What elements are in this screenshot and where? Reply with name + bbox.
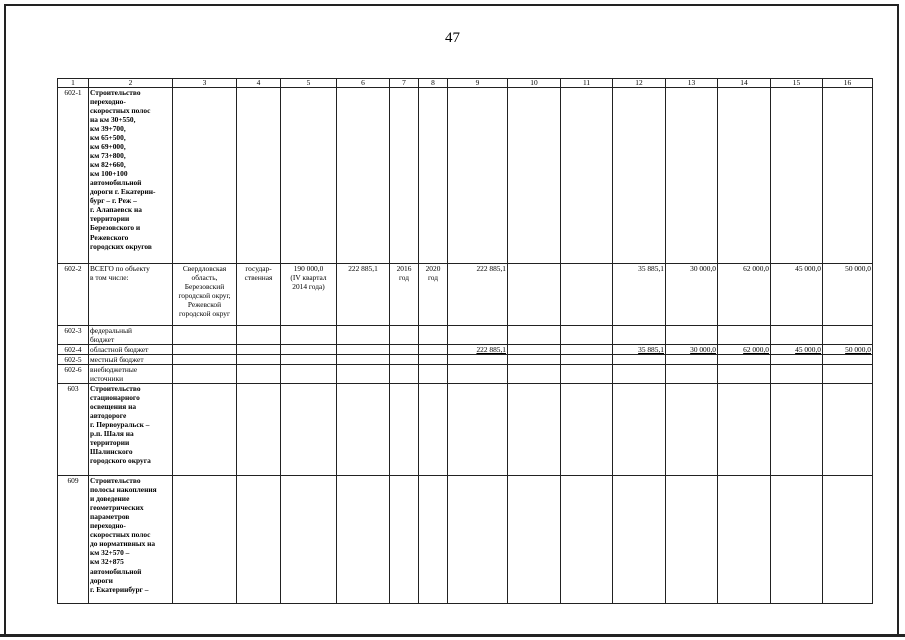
column-header-9: 9	[448, 79, 508, 88]
table-cell	[337, 88, 390, 264]
table-cell	[337, 365, 390, 384]
table-cell	[823, 384, 873, 476]
table-cell	[771, 384, 823, 476]
row-number-cell	[58, 476, 89, 604]
table-cell	[561, 355, 613, 365]
table-cell	[666, 88, 718, 264]
table-cell	[390, 88, 419, 264]
table-cell	[508, 365, 561, 384]
cell-value: местный бюджет	[90, 355, 144, 365]
item-name-cell	[89, 476, 173, 604]
table-cell	[666, 384, 718, 476]
column-header-6: 6	[337, 79, 390, 88]
item-name-cell	[89, 88, 173, 264]
cell-value: 35 885,1	[638, 345, 664, 355]
table-cell	[561, 88, 613, 264]
item-name-cell	[89, 355, 173, 365]
cell-value: государ- ственная	[244, 264, 273, 283]
table-cell	[771, 264, 823, 326]
table-cell	[448, 326, 508, 345]
cell-value: 62 000,0	[743, 345, 769, 355]
table-cell	[666, 476, 718, 604]
table-cell	[281, 476, 337, 604]
column-header-8: 8	[419, 79, 448, 88]
row-number-cell	[58, 264, 89, 326]
table-cell	[448, 384, 508, 476]
table-cell	[237, 345, 281, 355]
table-cell	[718, 326, 771, 345]
item-name-cell	[89, 384, 173, 476]
table-cell	[613, 326, 666, 345]
table-cell	[718, 384, 771, 476]
data-table	[57, 78, 873, 604]
cell-value: 602-5	[64, 355, 82, 365]
table-cell	[823, 88, 873, 264]
table-cell	[508, 345, 561, 355]
table-row	[58, 365, 873, 384]
column-header-7: 7	[390, 79, 419, 88]
column-header-5: 5	[281, 79, 337, 88]
table-cell	[281, 345, 337, 355]
table-cell	[823, 355, 873, 365]
cell-value: 62 000,0	[743, 264, 769, 273]
table-cell	[173, 384, 237, 476]
item-name-cell	[89, 345, 173, 355]
table-cell	[823, 326, 873, 345]
table-cell	[173, 345, 237, 355]
table-cell	[771, 476, 823, 604]
item-name-cell	[89, 365, 173, 384]
table-row	[58, 88, 873, 264]
table-cell	[281, 384, 337, 476]
table-cell	[237, 326, 281, 345]
cell-value: 45 000,0	[795, 264, 821, 273]
table-cell	[448, 476, 508, 604]
table-cell	[508, 355, 561, 365]
column-header-1: 1	[58, 79, 89, 88]
column-header-3: 3	[173, 79, 237, 88]
table-cell	[561, 384, 613, 476]
table-cell	[718, 476, 771, 604]
table-cell	[561, 326, 613, 345]
cell-value: 602-4	[64, 345, 82, 355]
row-number-cell	[58, 326, 89, 345]
table-cell	[419, 345, 448, 355]
table-cell	[448, 264, 508, 326]
table-cell	[508, 476, 561, 604]
table-cell	[237, 365, 281, 384]
table-cell	[419, 88, 448, 264]
cell-value: 30 000,0	[690, 264, 716, 273]
table-cell	[390, 264, 419, 326]
table-cell	[390, 365, 419, 384]
column-header-13: 13	[666, 79, 718, 88]
table-row	[58, 355, 873, 365]
cell-value: внебюджетные источники	[90, 365, 138, 384]
column-header-2: 2	[89, 79, 173, 88]
table-cell	[448, 88, 508, 264]
table-cell	[771, 345, 823, 355]
table-cell	[613, 365, 666, 384]
column-header-16: 16	[823, 79, 873, 88]
table-cell	[561, 476, 613, 604]
table-cell	[419, 365, 448, 384]
table-cell	[508, 384, 561, 476]
table-cell	[419, 326, 448, 345]
table-cell	[419, 476, 448, 604]
cell-value: 222 885,1	[348, 264, 378, 273]
cell-value: федеральный бюджет	[90, 326, 132, 345]
table-row	[58, 476, 873, 604]
table-cell	[823, 476, 873, 604]
table-cell	[561, 345, 613, 355]
column-header-12: 12	[613, 79, 666, 88]
table-cell	[173, 355, 237, 365]
row-number-cell	[58, 365, 89, 384]
table-cell	[613, 384, 666, 476]
table-cell	[666, 365, 718, 384]
cell-value: 190 000,0 (IV квартал 2014 года)	[290, 264, 327, 292]
table-cell	[771, 88, 823, 264]
column-header-14: 14	[718, 79, 771, 88]
table-cell	[237, 264, 281, 326]
table-cell	[718, 355, 771, 365]
table-cell	[337, 384, 390, 476]
column-header-10: 10	[508, 79, 561, 88]
table-cell	[718, 345, 771, 355]
table-cell	[771, 355, 823, 365]
cell-value: 602-3	[64, 326, 82, 335]
table-cell	[718, 365, 771, 384]
cell-value: Строительство полосы накопления и доведение геометрических параметров переходно- скоростных полос до нормативных на км 32+570 – км 32+875 автомобильной дороги г. Екатеринбург –	[90, 476, 157, 594]
table-cell	[419, 264, 448, 326]
table-cell	[337, 476, 390, 604]
table-cell	[666, 355, 718, 365]
column-header-11: 11	[561, 79, 613, 88]
cell-value: 50 000,0	[845, 345, 871, 355]
table-cell	[173, 264, 237, 326]
table-cell	[281, 355, 337, 365]
table-cell	[173, 326, 237, 345]
table-cell	[419, 355, 448, 365]
cell-value: 50 000,0	[845, 264, 871, 273]
table-cell	[666, 264, 718, 326]
table-cell	[237, 355, 281, 365]
table-row	[58, 345, 873, 355]
row-number-cell	[58, 384, 89, 476]
row-number-cell	[58, 355, 89, 365]
table-cell	[613, 88, 666, 264]
cell-value: Строительство переходно- скоростных полос на км 30+550, км 39+700, км 65+500, км 69+000, км 73+800, км 82+660, км 100+100 автомобильной дороги г. Екатерин- бург – г. Реж – г. Алапаевск на территории Березовского и Режевского городских округов	[90, 88, 156, 251]
table-cell	[337, 355, 390, 365]
table-cell	[718, 264, 771, 326]
column-header-4: 4	[237, 79, 281, 88]
table-cell	[561, 264, 613, 326]
table-cell	[508, 326, 561, 345]
cell-value: 2016 год	[396, 264, 412, 283]
table-cell	[613, 476, 666, 604]
table-cell	[419, 384, 448, 476]
bottom-rule	[0, 634, 905, 637]
table-cell	[448, 345, 508, 355]
cell-value: 602-2	[64, 264, 82, 273]
table-cell	[448, 355, 508, 365]
table-cell	[613, 345, 666, 355]
table-cell	[173, 88, 237, 264]
cell-value: 30 000,0	[690, 345, 716, 355]
table-cell	[337, 264, 390, 326]
table-cell	[281, 264, 337, 326]
table-cell	[237, 88, 281, 264]
item-name-cell	[89, 326, 173, 345]
table-cell	[448, 365, 508, 384]
cell-value: 602-6	[64, 365, 82, 375]
table-cell	[337, 326, 390, 345]
table-cell	[666, 345, 718, 355]
table-cell	[823, 264, 873, 326]
table-cell	[337, 345, 390, 355]
table-cell	[173, 476, 237, 604]
cell-value: 222 885,1	[476, 345, 506, 355]
page-number: 47	[445, 30, 460, 46]
cell-value: 45 000,0	[795, 345, 821, 355]
table-cell	[237, 476, 281, 604]
table-row	[58, 326, 873, 345]
cell-value: Свердловская область, Березовский городской округ, Режевской городской округ	[178, 264, 231, 319]
table-cell	[390, 384, 419, 476]
table-cell	[390, 345, 419, 355]
cell-value: 602-1	[64, 88, 82, 97]
table-cell	[390, 326, 419, 345]
table-cell	[613, 264, 666, 326]
table-cell	[823, 345, 873, 355]
table-cell	[771, 326, 823, 345]
table-row	[58, 264, 873, 326]
cell-value: Строительство стационарного освещения на автодороге г. Первоуральск – р.п. Шаля на территории Шалинского городского округа	[90, 384, 151, 466]
row-number-cell	[58, 88, 89, 264]
table-cell	[613, 355, 666, 365]
table-body	[58, 88, 873, 604]
table-cell	[390, 355, 419, 365]
table-cell	[823, 365, 873, 384]
table-row	[58, 384, 873, 476]
cell-value: 603	[67, 384, 79, 394]
table-cell	[508, 88, 561, 264]
cell-value: 2020 год	[425, 264, 441, 283]
table-cell	[281, 326, 337, 345]
table-cell	[173, 365, 237, 384]
header-row	[58, 79, 873, 88]
table-cell	[666, 326, 718, 345]
row-number-cell	[58, 345, 89, 355]
cell-value: 222 885,1	[476, 264, 506, 273]
cell-value: 609	[67, 476, 79, 486]
table-cell	[281, 88, 337, 264]
item-name-cell	[89, 264, 173, 326]
table-cell	[561, 365, 613, 384]
table-cell	[390, 476, 419, 604]
table-cell	[771, 365, 823, 384]
table-cell	[281, 365, 337, 384]
table-cell	[237, 384, 281, 476]
cell-value: 35 885,1	[638, 264, 664, 273]
column-header-15: 15	[771, 79, 823, 88]
table-cell	[508, 264, 561, 326]
cell-value: ВСЕГО по объекту в том числе:	[90, 264, 150, 283]
cell-value: областной бюджет	[90, 345, 149, 355]
table-cell	[718, 88, 771, 264]
